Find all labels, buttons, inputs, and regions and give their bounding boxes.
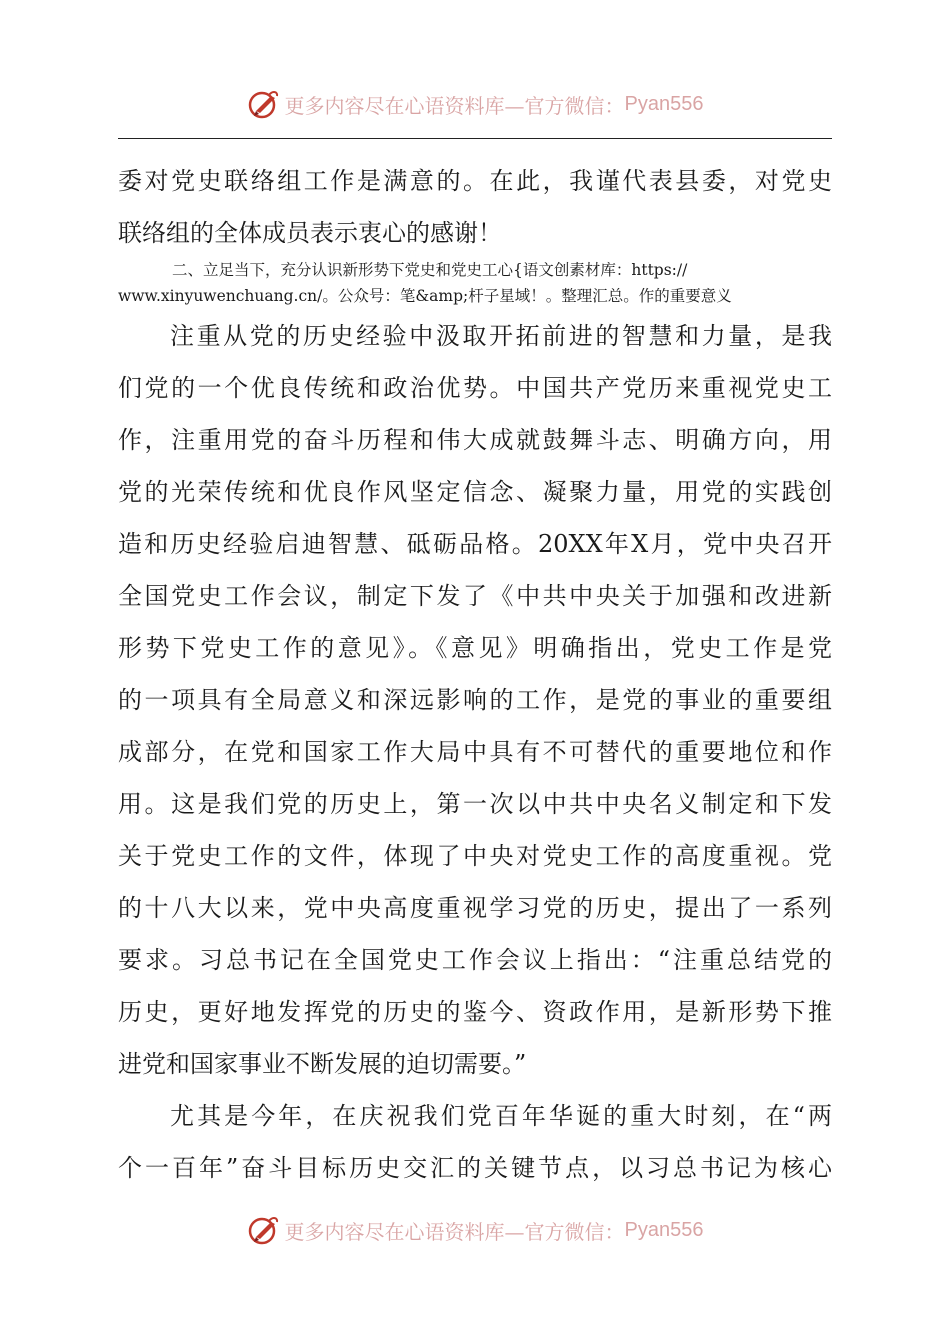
section-heading-line: 二、立足当下，充分认识新形势下党史和党史工心{语文创素材库：https:// [172,261,688,279]
text-line: 的一项具有全局意义和深远影响的工作，是党的事业的重要组 [118,686,832,714]
text-line: 形势下党史工作的意见》。《意见》明确指出，党史工作是党 [118,634,832,662]
footer-watermark [0,1210,950,1250]
text-line: 用。这是我们党的历史上，第一次以中共中央名义制定和下发 [118,790,832,818]
text-line: 的十八大以来，党中央高度重视学习党的历史，提出了一系列 [118,894,832,922]
text-line: 成部分，在党和国家工作大局中具有不可替代的重要地位和作 [118,738,832,766]
text-line: 联络组的全体成员表示衷心的感谢！ [118,219,502,247]
text-line: 要求。习总书记在全国党史工作会议上指出：“注重总结党的 [118,946,832,974]
text-line: 历史，更好地发挥党的历史的鉴今、资政作用，是新形势下推 [118,998,832,1026]
section-heading-line: www.xinyuwenchuang.cn/。公众号：笔&amp;杆子星域！。整理汇总。作的重要意义 [118,287,732,305]
text-line: 注重从党的历史经验中汲取开拓前进的智慧和力量，是我 [170,322,832,350]
text-line: 个一百年”奋斗目标历史交汇的关键节点，以习总书记为核心 [118,1154,832,1182]
header-watermark [0,84,950,124]
pen-logo-icon [247,1213,281,1247]
pen-logo-icon [247,87,281,121]
text-line: 造和历史经验启迪智慧、砥砺品格。20XX年X月，党中央召开 [118,530,832,558]
header-divider [118,138,832,139]
text-line: 全国党史工作会议，制定下发了《中共中央关于加强和改进新 [118,582,832,610]
text-line: 作，注重用党的奋斗历程和伟大成就鼓舞斗志、明确方向，用 [118,426,832,454]
watermark-text: 更多内容尽在心语资料库—官方微信： [284,93,625,118]
text-line: 尤其是今年，在庆祝我们党百年华诞的重大时刻，在“两 [170,1102,832,1130]
text-line: 关于党史工作的文件，体现了中央对党史工作的高度重视。党 [118,842,832,870]
text-line: 们党的一个优良传统和政治优势。中国共产党历来重视党史工 [118,374,832,402]
watermark-wechat-id: Pyan556 [624,1218,704,1241]
text-line: 委对党史联络组工作是满意的。在此，我谨代表县委，对党史 [118,167,832,195]
watermark-text: 更多内容尽在心语资料库—官方微信： [284,1219,625,1244]
watermark-wechat-id: Pyan556 [624,92,704,115]
text-line: 进党和国家事业不断发展的迫切需要。” [118,1050,527,1078]
text-line: 党的光荣传统和优良作风坚定信念、凝聚力量，用党的实践创 [118,478,832,506]
